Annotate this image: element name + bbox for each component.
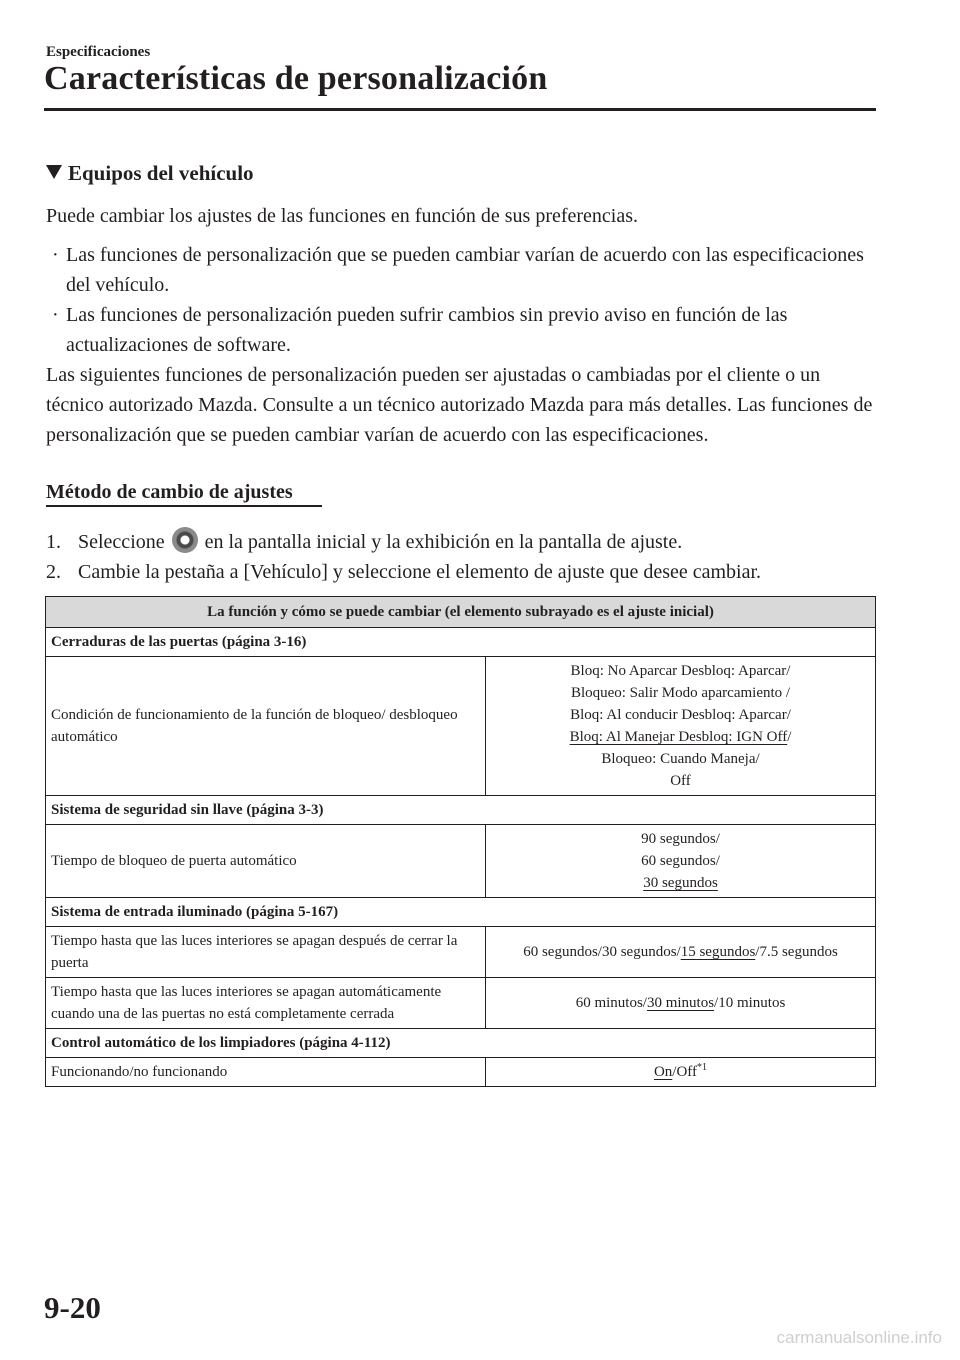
notes-list bbox=[46, 240, 876, 360]
function-cell: Tiempo hasta que las luces interiores se apagan automáticamente cuando una de las puertas no está completamente cerrada bbox=[46, 978, 486, 1029]
option-separator: / bbox=[787, 729, 792, 745]
step-item bbox=[46, 527, 886, 557]
watermark: carmanualsonline.info bbox=[776, 1328, 942, 1347]
option-text: /10 minutos bbox=[714, 995, 786, 1011]
settings-table bbox=[45, 596, 876, 1087]
function-cell: Tiempo de bloqueo de puerta automático bbox=[46, 825, 486, 898]
title-divider bbox=[44, 108, 876, 111]
function-cell: Condición de funcionamiento de la función de bloqueo/ desbloqueo automático bbox=[46, 657, 486, 796]
options-cell bbox=[486, 657, 876, 796]
step-text-after: en la pantalla inicial y la exhibición en la pantalla de ajuste. bbox=[204, 531, 683, 553]
table-row bbox=[46, 978, 876, 1029]
option-line: 90 segundos/ bbox=[641, 831, 720, 847]
method-heading-underline bbox=[46, 505, 322, 507]
subsection-heading-text: Equipos del vehículo bbox=[68, 161, 254, 185]
section-label: Especificaciones bbox=[46, 44, 151, 60]
table-group-row bbox=[46, 898, 876, 927]
option-line: 60 segundos/ bbox=[641, 853, 720, 869]
bullet-text: Las funciones de personalización que se pueden cambiar varían de acuerdo con las especificaciones del vehículo. bbox=[66, 244, 864, 296]
table-row bbox=[46, 927, 876, 978]
group-title: Sistema de entrada iluminado (página 5-167) bbox=[46, 898, 876, 927]
table-row bbox=[46, 657, 876, 796]
option-text: 60 minutos/ bbox=[575, 995, 647, 1011]
default-option: Bloq: Al Manejar Desbloq: IGN Off bbox=[569, 729, 788, 745]
bullet-text: Las funciones de personalización pueden sufrir cambios sin previo aviso en función de las actualizaciones de software. bbox=[66, 304, 788, 356]
gear-icon bbox=[172, 527, 198, 553]
options-cell bbox=[486, 1058, 876, 1087]
step-text: Cambie la pestaña a [Vehículo] y seleccione el elemento de ajuste que desee cambiar. bbox=[78, 561, 762, 583]
steps-list bbox=[46, 527, 886, 587]
step-text-before: Seleccione bbox=[78, 531, 165, 553]
table-header-row bbox=[46, 597, 876, 628]
triangle-down-icon bbox=[46, 165, 62, 179]
default-option: 30 segundos bbox=[643, 875, 718, 891]
step-item bbox=[46, 557, 886, 587]
footnote-marker: *1 bbox=[697, 1062, 708, 1073]
method-heading: Método de cambio de ajustes bbox=[46, 481, 293, 503]
table-group-row bbox=[46, 796, 876, 825]
bullet-icon: · bbox=[52, 244, 59, 266]
options-cell bbox=[486, 978, 876, 1029]
page-number: 9-20 bbox=[44, 1290, 101, 1325]
bullet-icon: · bbox=[52, 304, 59, 326]
subsection-heading bbox=[46, 161, 254, 186]
intro-paragraph: Puede cambiar los ajustes de las funciones en función de sus preferencias. bbox=[46, 205, 639, 227]
table-row bbox=[46, 1058, 876, 1087]
function-cell: Tiempo hasta que las luces interiores se apagan después de cerrar la puerta bbox=[46, 927, 486, 978]
table-group-row bbox=[46, 628, 876, 657]
step-number: 2. bbox=[46, 561, 61, 583]
option-line: Bloqueo: Cuando Maneja/ bbox=[601, 751, 760, 767]
table-group-row bbox=[46, 1029, 876, 1058]
page-title: Características de personalización bbox=[44, 60, 548, 97]
option-line: Bloq: Al conducir Desbloq: Aparcar/ bbox=[570, 707, 791, 723]
group-title: Sistema de seguridad sin llave (página 3-3) bbox=[46, 796, 876, 825]
options-cell bbox=[486, 825, 876, 898]
table-header: La función y cómo se puede cambiar (el elemento subrayado es el ajuste inicial) bbox=[46, 597, 876, 628]
option-line: Bloqueo: Salir Modo aparcamiento / bbox=[570, 685, 791, 701]
option-text: /7.5 segundos bbox=[755, 944, 838, 960]
list-item bbox=[46, 240, 876, 300]
option-line: Off bbox=[670, 773, 691, 789]
option-text: /Off bbox=[672, 1064, 698, 1080]
default-option: On bbox=[653, 1064, 673, 1080]
option-text: 60 segundos/30 segundos/ bbox=[523, 944, 681, 960]
group-title: Control automático de los limpiadores (página 4-112) bbox=[46, 1029, 876, 1058]
list-item bbox=[46, 300, 876, 360]
function-cell: Funcionando/no funcionando bbox=[46, 1058, 486, 1087]
step-number: 1. bbox=[46, 531, 61, 553]
options-cell bbox=[486, 927, 876, 978]
option-line: Bloq: No Aparcar Desbloq: Aparcar/ bbox=[570, 663, 791, 679]
default-option: 15 segundos bbox=[680, 944, 756, 960]
table-row bbox=[46, 825, 876, 898]
default-option: 30 minutos bbox=[646, 995, 715, 1011]
group-title: Cerraduras de las puertas (página 3-16) bbox=[46, 628, 876, 657]
body-paragraph: Las siguientes funciones de personalización pueden ser ajustadas o cambiadas por el cliente o un técnico autorizado Mazda. Consulte a un técnico autorizado Mazda para más detalles. Las funciones de personalización que se pueden cambiar varían de acuerdo con las especificaciones. bbox=[46, 364, 873, 446]
